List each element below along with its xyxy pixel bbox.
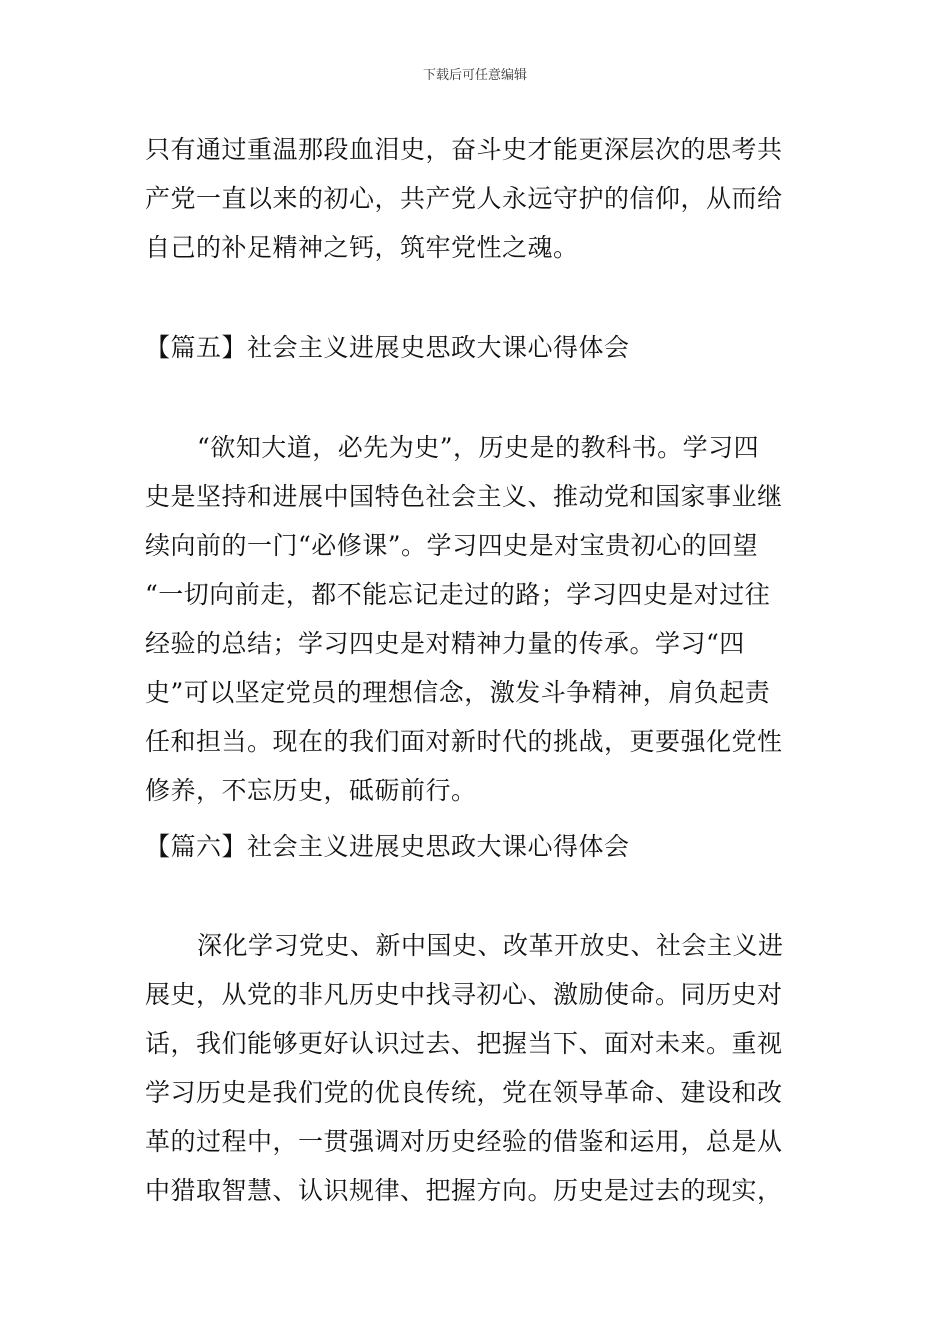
paragraph-line: 史是坚持和进展中国特色社会主义、推动党和国家事业继 bbox=[145, 482, 783, 511]
section-title: 【篇五】社会主义进展史思政大课心得体会 bbox=[145, 333, 630, 362]
paragraph-line: 修养，不忘历史，砥砺前行。 bbox=[145, 776, 477, 805]
paragraph-line: 话，我们能够更好认识过去、把握当下、面对未来。重视 bbox=[145, 1029, 783, 1058]
paragraph-line: 中猎取智慧、认识规律、把握方向。历史是过去的现实， bbox=[145, 1176, 783, 1205]
paragraph-line: 产党一直以来的初心，共产党人永远守护的信仰，从而给 bbox=[145, 184, 783, 213]
section-heading-6 bbox=[145, 822, 815, 871]
section-heading-5 bbox=[145, 323, 815, 372]
paragraph-line: “一切向前走，都不能忘记走过的路；学习四史是对过往 bbox=[145, 580, 771, 609]
paragraph-line: “欲知大道，必先为史”，历史是的教科书。学习四 bbox=[197, 433, 760, 462]
paragraph-line: 史”可以坚定党员的理想信念，激发斗争精神，肩负起责 bbox=[145, 678, 771, 707]
paragraph-line: 自己的补足精神之钙，筑牢党性之魂。 bbox=[145, 233, 579, 262]
paragraph-line: 深化学习党史、新中国史、改革开放史、社会主义进 bbox=[197, 931, 784, 960]
page-header-note: 下载后可任意编辑 bbox=[422, 68, 527, 83]
paragraph-2 bbox=[145, 423, 815, 815]
paragraph-line: 革的过程中，一贯强调对历史经验的借鉴和运用，总是从 bbox=[145, 1127, 783, 1156]
paragraph-line: 续向前的一门“必修课”。学习四史是对宝贵初心的回望 bbox=[145, 531, 759, 560]
paragraph-line: 只有通过重温那段血泪史，奋斗史才能更深层次的思考共 bbox=[145, 135, 783, 164]
paragraph-line: 经验的总结；学习四史是对精神力量的传承。学习“四 bbox=[145, 629, 745, 658]
paragraph-3 bbox=[145, 921, 815, 1215]
paragraph-line: 学习历史是我们党的优良传统，党在领导革命、建设和改 bbox=[145, 1078, 783, 1107]
paragraph-1 bbox=[145, 125, 815, 272]
section-title: 【篇六】社会主义进展史思政大课心得体会 bbox=[145, 832, 630, 861]
paragraph-line: 任和担当。现在的我们面对新时代的挑战，更要强化党性 bbox=[145, 727, 783, 756]
paragraph-line: 展史，从党的非凡历史中找寻初心、激励使命。同历史对 bbox=[145, 980, 783, 1009]
